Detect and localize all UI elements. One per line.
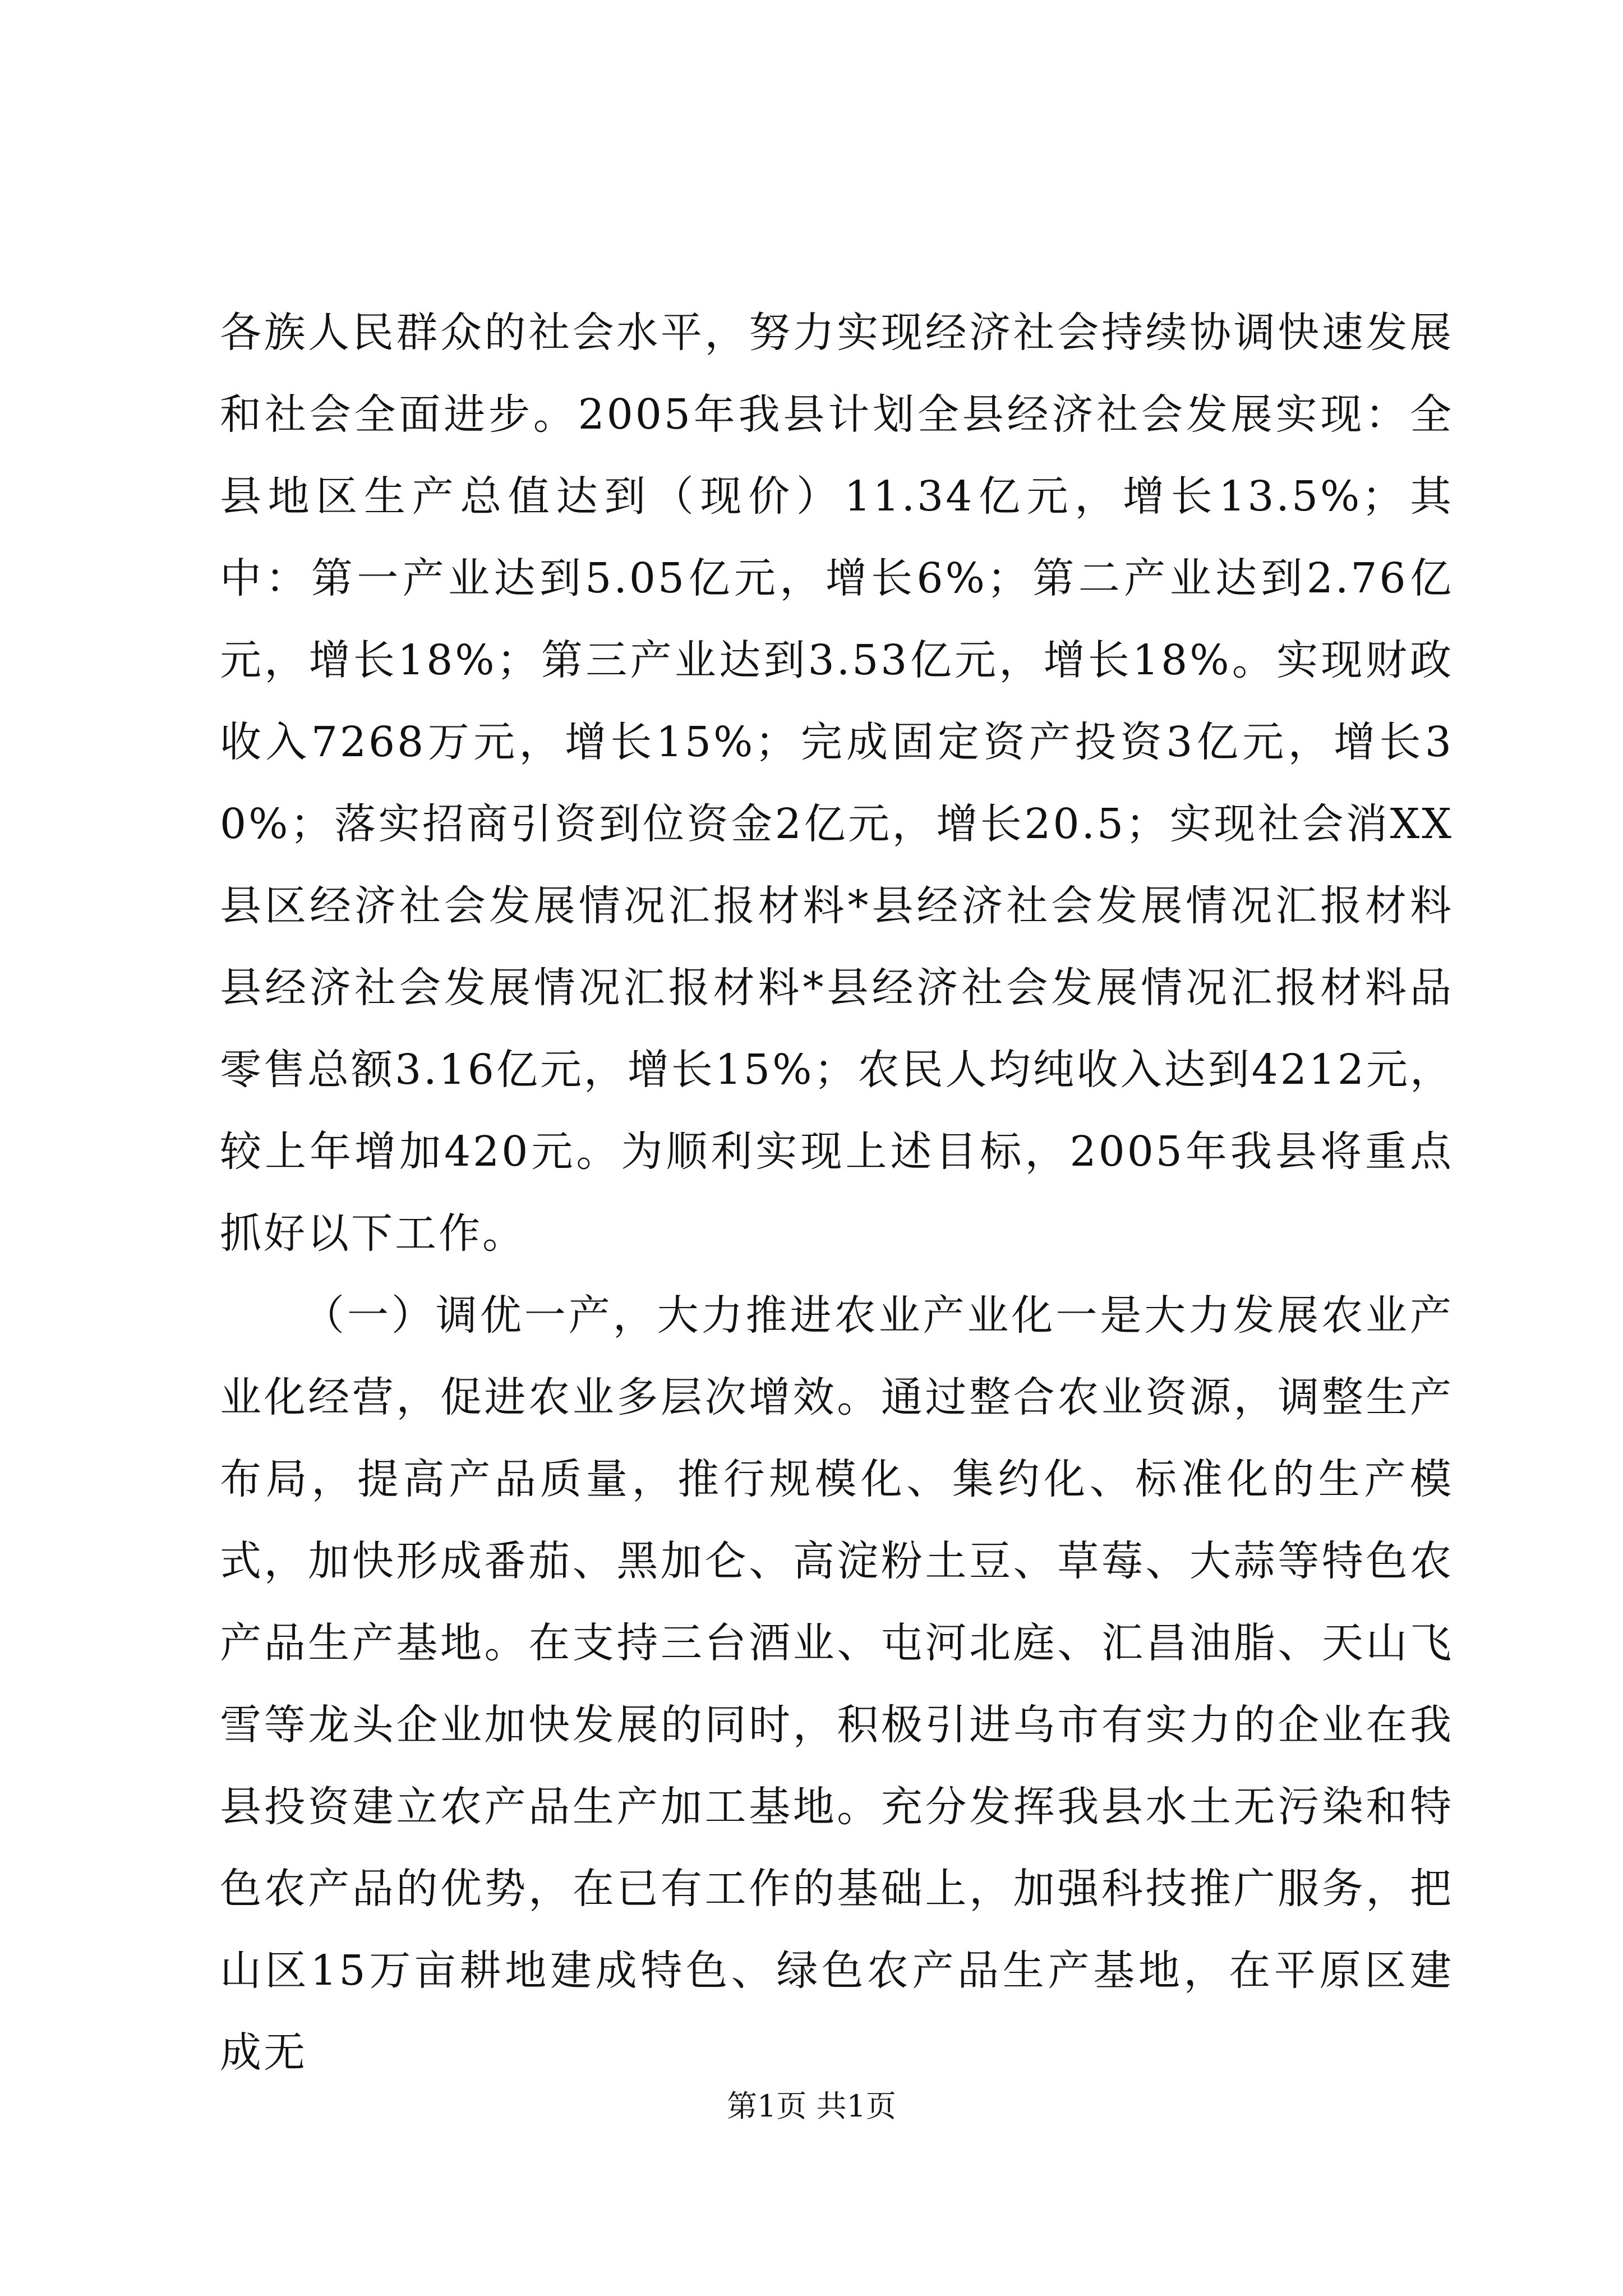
paragraph-2: （一）调优一产，大力推进农业产业化一是大力发展农业产业化经营，促进农业多层次增效。通过整合农业资源，调整生产布局，提高产品质量，推行规模化、集约化、标准化的生产模式，加快形成番茄、黑加仑、高淀粉土豆、草莓、大蒜等特色农产品生产基地。在支持三台酒业、屯河北庭、汇昌油脂、天山飞雪等龙头企业加快发展的同时，积极引进乌市有实力的企业在我县投资建立农产品生产加工基地。充分发挥我县水土无污染和特色农产品的优势，在已有工作的基础上，加强科技推广服务，把山区15万亩耕地建成特色、绿色农产品生产基地，在平原区建成无 — [220, 1291, 1454, 2077]
document-body — [220, 292, 1454, 2093]
paragraph-1: 各族人民群众的社会水平，努力实现经济社会持续协调快速发展和社会全面进步。2005年我县计划全县经济社会发展实现：全县地区生产总值达到（现价）11.34亿元，增长13.5%；其中：第一产业达到5.05亿元，增长6%；第二产业达到2.76亿元，增长18%；第三产业达到3.53亿元，增长18%。实现财政收入7268万元，增长15%；完成固定资产投资3亿元，增长30%；落实招商引资到位资金2亿元，增长20.5；实现社会消XX县区经济社会发展情况汇报材料*县经济社会发展情况汇报材料县经济社会发展情况汇报材料*县经济社会发展情况汇报材料品零售总额3.16亿元，增长15%；农民人均纯收入达到4212元，较上年增加420元。为顺利实现上述目标，2005年我县将重点抓好以下工作。 — [220, 309, 1454, 1258]
page-footer: 第1页 共1页 — [727, 2088, 896, 2124]
